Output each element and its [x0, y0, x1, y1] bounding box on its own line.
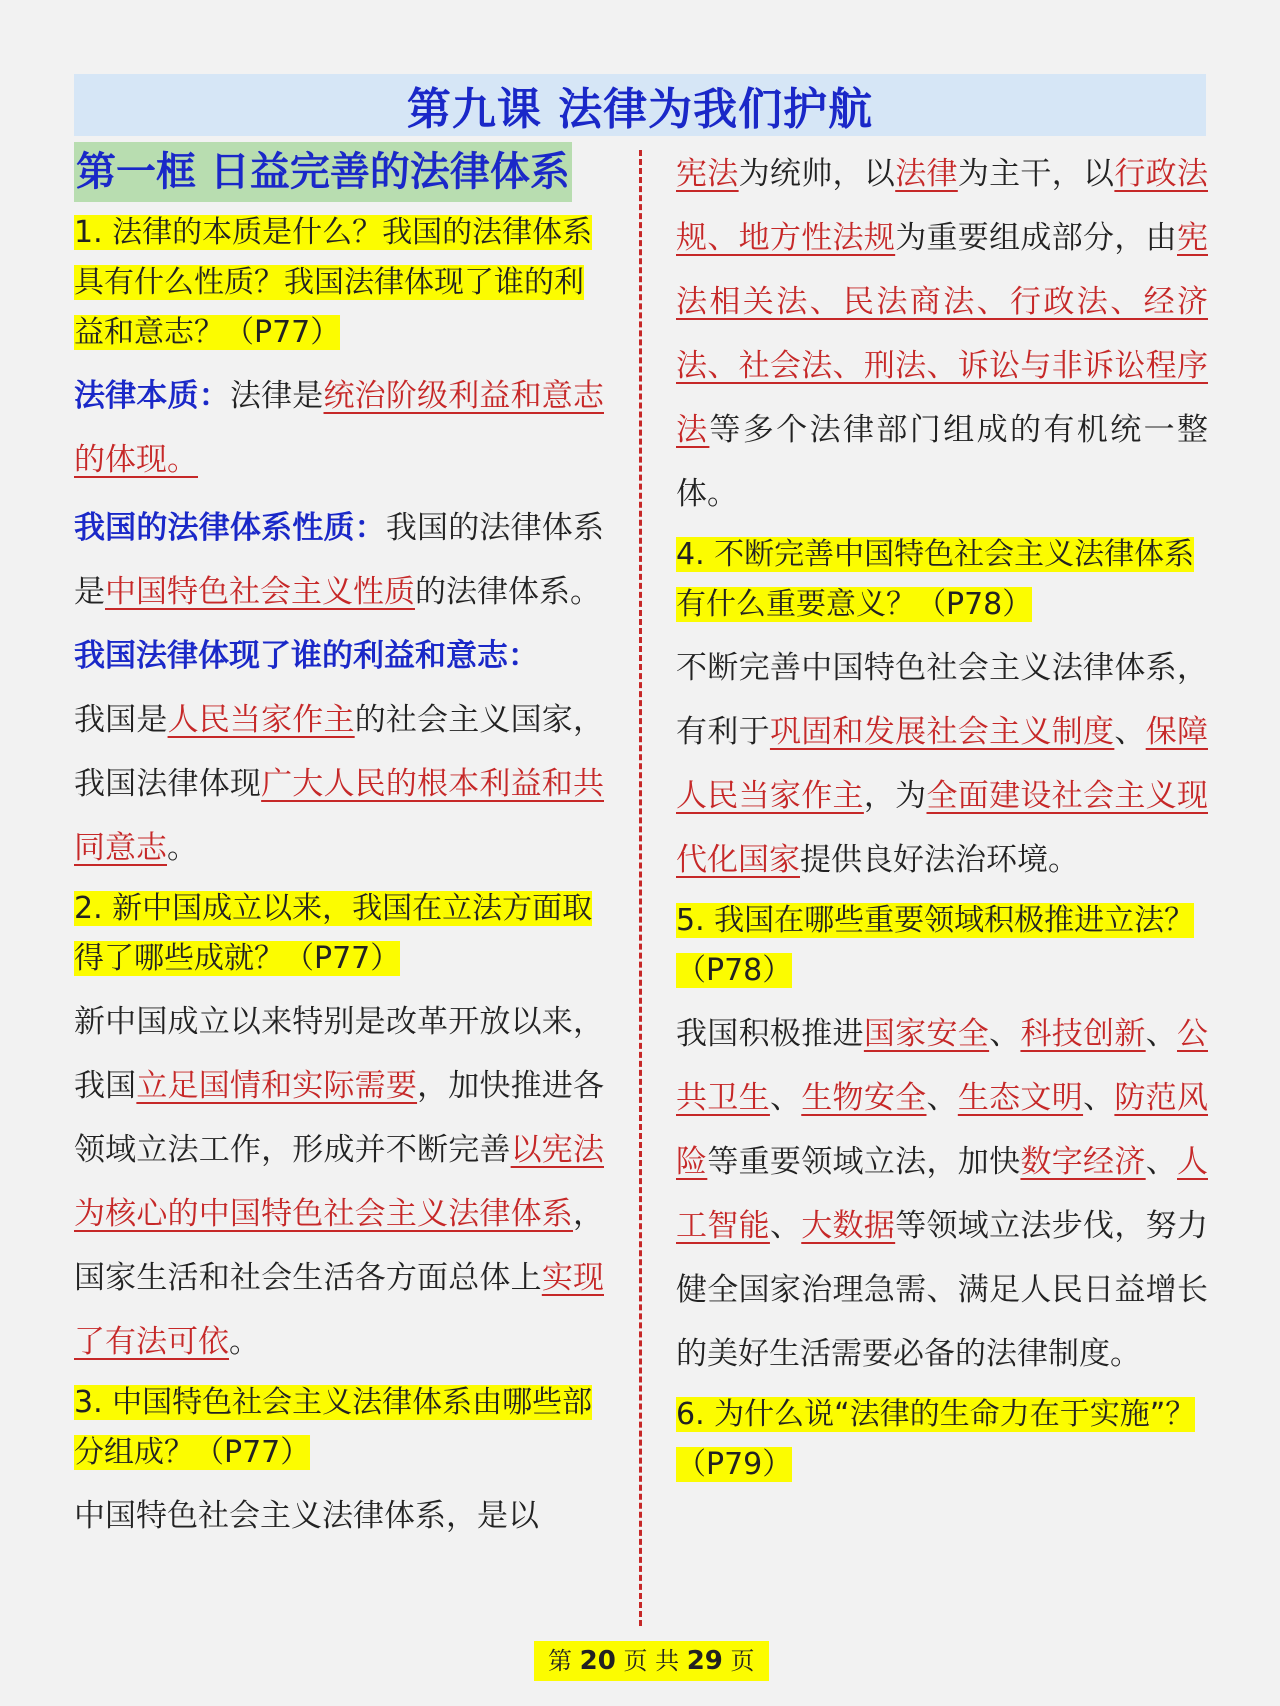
- page-title: 第九课 法律为我们护航: [406, 84, 874, 135]
- question-6: 6. 为什么说“法律的生命力在于实施”？（P79）: [676, 1397, 1196, 1482]
- key-point: 公共卫生: [676, 1016, 1208, 1116]
- key-point: 大数据: [801, 1208, 896, 1244]
- question-4: 4. 不断完善中国特色社会主义法律体系有什么重要意义？（P78）: [676, 537, 1195, 622]
- key-point: 防范风险: [676, 1080, 1208, 1180]
- total-pages: 29: [686, 1646, 723, 1676]
- answer-label: 我国法律体现了谁的利益和意志：: [74, 638, 539, 674]
- key-point: 巩固和发展社会主义制度: [769, 714, 1115, 750]
- column-divider: [639, 150, 642, 1626]
- key-point: 宪法相关法、民法商法、行政法、经济法、社会法、刑法、诉讼与非诉讼程序法: [676, 220, 1208, 448]
- answer-3-continued: 宪法为统帅，以法律为主干，以行政法规、地方性法规为重要组成部分，由宪法相关法、民法商法、行政法、经济法、社会法、刑法、诉讼与非诉讼程序法等多个法律部门组成的有机统一整体。: [676, 156, 1209, 512]
- answer-1-interest-label: [74, 628, 604, 684]
- key-point: 人工智能: [676, 1144, 1208, 1244]
- page-title-bar: [74, 74, 1206, 136]
- answer-2: 新中国成立以来特别是改革开放以来，我国立足国情和实际需要，加快推进各领域立法工作，形成并不断完善以宪法为核心的中国特色社会主义法律体系，国家生活和社会生活各方面总体上实现了有法可依。: [74, 1004, 604, 1360]
- right-column: [676, 142, 1208, 1496]
- left-column: [74, 142, 604, 1552]
- key-point: 统治阶级利益和意志的体现。: [74, 378, 604, 478]
- key-point: 生物安全: [801, 1080, 927, 1116]
- current-page: 20: [579, 1646, 616, 1676]
- key-point: 立足国情和实际需要: [136, 1068, 418, 1104]
- key-point: 保障人民当家作主: [676, 714, 1208, 814]
- answer-1-system-nature: 我国的法律体系性质：我国的法律体系是中国特色社会主义性质的法律体系。: [74, 510, 604, 610]
- key-point: 行政法规、地方性法规: [676, 156, 1208, 256]
- key-point: 生态文明: [957, 1080, 1084, 1116]
- key-point: 宪法: [676, 156, 739, 192]
- key-point: 实现了有法可依: [74, 1260, 604, 1360]
- page-number: 第 20 页 共 29 页: [534, 1641, 769, 1681]
- answer-3-start: 中国特色社会主义法律体系，是以: [74, 1498, 539, 1534]
- answer-1-nature: 法律本质：法律是统治阶级利益和意志的体现。: [74, 378, 604, 478]
- key-point: 人民当家作主: [167, 702, 355, 738]
- answer-5: 我国积极推进国家安全、科技创新、公共卫生、生物安全、生态文明、防范风险等重要领域立法，加快数字经济、人工智能、大数据等领域立法步伐，努力健全国家治理急需、满足人民日益增长的美好生活需要必备的法律制度。: [676, 1016, 1208, 1372]
- key-point: 广大人民的根本利益和共同意志: [74, 766, 604, 866]
- answer-4: 不断完善中国特色社会主义法律体系，有利于巩固和发展社会主义制度、保障人民当家作主，为全面建设社会主义现代化国家提供良好法治环境。: [676, 650, 1208, 878]
- answer-label: 法律本质：: [74, 378, 230, 414]
- question-5: 5. 我国在哪些重要领域积极推进立法？（P78）: [676, 903, 1195, 988]
- answer-label: 我国的法律体系性质：: [74, 510, 386, 546]
- key-point: 国家安全: [863, 1016, 990, 1052]
- question-3: 3. 中国特色社会主义法律体系由哪些部分组成？（P77）: [74, 1385, 593, 1470]
- answer-1-interest: 我国是人民当家作主的社会主义国家，我国法律体现广大人民的根本利益和共同意志。: [74, 702, 604, 866]
- key-point: 科技创新: [1020, 1016, 1146, 1052]
- key-point: 以宪法为核心的中国特色社会主义法律体系: [74, 1132, 604, 1232]
- key-point: 中国特色社会主义性质: [105, 574, 415, 610]
- key-point: 全面建设社会主义现代化国家: [676, 778, 1208, 878]
- key-point: 法律: [895, 156, 958, 192]
- question-2: 2. 新中国成立以来，我国在立法方面取得了哪些成就？（P77）: [74, 891, 593, 976]
- key-point: 数字经济: [1020, 1144, 1146, 1180]
- section-heading: 第一框 日益完善的法律体系: [74, 142, 572, 202]
- question-1: 1. 法律的本质是什么？我国的法律体系具有什么性质？我国法律体现了谁的利益和意志？（P77）: [74, 215, 593, 350]
